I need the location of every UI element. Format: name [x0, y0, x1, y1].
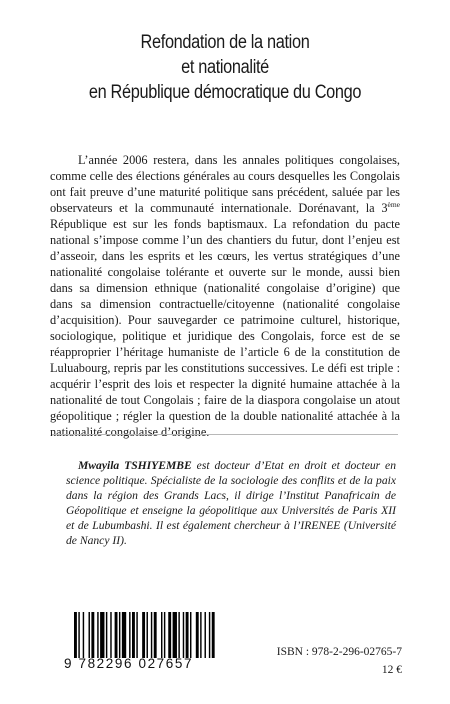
- barcode-bar: [142, 612, 145, 658]
- ordinal-superscript: ème: [387, 199, 400, 209]
- author-name: Mwayila TSHIYEMBE: [78, 459, 192, 472]
- barcode-bar: [115, 612, 118, 658]
- barcode-bar: [129, 612, 130, 658]
- barcode-bar: [173, 612, 177, 658]
- barcode-bar: [209, 612, 210, 658]
- barcode-bar: [200, 612, 201, 658]
- summary-text-part-1: L’année 2006 restera, dans les annales politiques congolaises, comme celle des élections générales au cours desquelles les Congolais ont fait preuve d’une maturité politique sans précédent, saluée par les observateurs et la communauté internationale. Dorénavant, la 3: [50, 153, 400, 215]
- barcode-bar: [161, 612, 162, 658]
- barcode-bar: [100, 612, 104, 658]
- barcode-bar: [190, 612, 191, 658]
- barcode-bar: [106, 612, 107, 658]
- barcode-bar: [212, 612, 215, 658]
- barcode-bar: [136, 612, 137, 658]
- barcode-bar: [78, 612, 79, 658]
- author-bio-text: est docteur d’Etat en droit et docteur en science politique. Spécialiste de la sociologie des conflits et de la paix dans la région des Grands Lacs, il dirige l’Institut Panafricain de Géopolitique et enseigne la géopolitique aux Universités de Paris XII et de Lubumbashi. Il est également chercheur à l’IRENEE (Université de Nancy II).: [66, 459, 396, 547]
- author-bio: [66, 458, 396, 548]
- title-line-3: en République démocratique du Congo: [88, 82, 362, 103]
- barcode-bars: [64, 612, 219, 658]
- barcode-bar: [186, 612, 189, 658]
- book-title: [32, 30, 419, 105]
- barcode-digits: 9 782296 027657: [64, 656, 194, 671]
- back-cover-summary: [50, 152, 400, 440]
- price: 12 €: [381, 664, 402, 676]
- barcode-bar: [74, 612, 77, 658]
- barcode-bar: [97, 612, 98, 658]
- barcode-bar: [196, 612, 199, 658]
- barcode: [64, 612, 219, 674]
- barcode-bar: [91, 612, 94, 658]
- barcode-bar: [119, 612, 120, 658]
- barcode-bar: [164, 612, 165, 658]
- barcode-bar: [168, 612, 171, 658]
- barcode-bar: [122, 612, 126, 658]
- title-line-2: et nationalité: [181, 57, 269, 78]
- barcode-bar: [147, 612, 148, 658]
- isbn-number: ISBN : 978-2-296-02765-7: [276, 646, 402, 658]
- barcode-bar: [151, 612, 152, 658]
- barcode-bar: [178, 612, 179, 658]
- summary-text-part-2: République est sur les fonds baptismaux. La refondation du pacte national s’impose comme l’un des chantiers du futur, dont l’enjeu est d’asseoir, dans les esprits et les cœurs, les vertus stratégiques d’une nationalité congolaise tolérante et ouverte sur le monde, aussi bien dans sa dimension ethnique (nationalité congolaise d’origine) que dans sa dimension contractuelle/citoyenne (nationalité congolaise d’acquisition). Pour sauvegarder ce patrimoine culturel, historique, sociologique, politique et juridique des Congolais, force est de se réapproprier l’héritage humaniste de l’article 6 de la constitution de Luluabourg, repris par les constitutions successives. Le défi est triple : acquérir l’esprit des lois et respecter la dignité humaine attachée à la nationalité de tout Congolais ; faire de la diaspora congolaise un atout géopolitique ; régler la question de la double nationalité attachée à la nationalité congolaise d’origine.: [50, 217, 400, 439]
- barcode-bar: [83, 612, 84, 658]
- barcode-bar: [205, 612, 206, 658]
- barcode-bar: [183, 612, 184, 658]
- barcode-bar: [89, 612, 90, 658]
- divider-line: [52, 434, 398, 435]
- barcode-bar: [110, 612, 111, 658]
- barcode-bar: [154, 612, 157, 658]
- barcode-bar: [132, 612, 135, 658]
- title-line-1: Refondation de la nation: [140, 32, 310, 53]
